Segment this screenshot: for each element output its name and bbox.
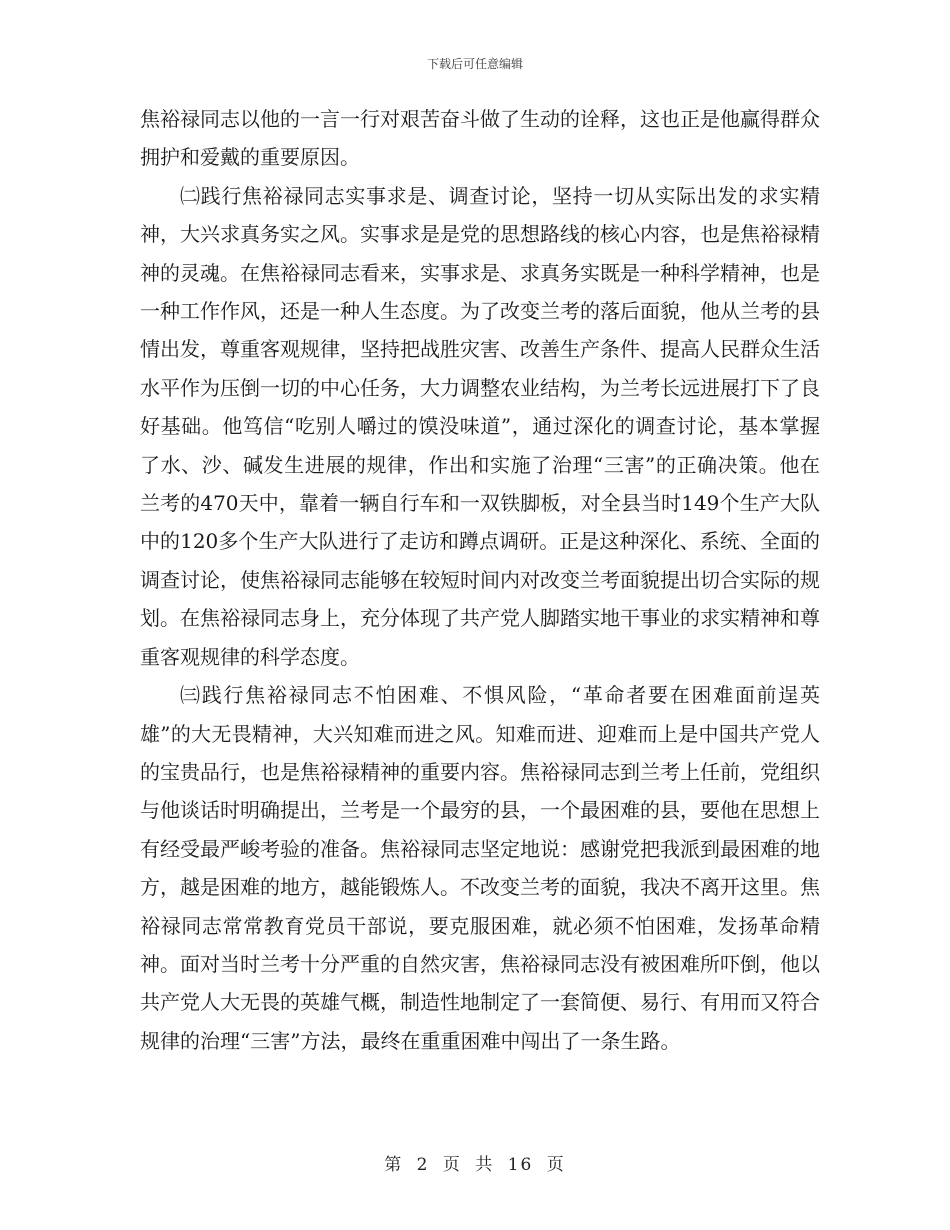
paragraph-section-2: ㈡践行焦裕禄同志实事求是、调查讨论，坚持一切从实际出发的求实精神，大兴求真务实之风。实事求是是党的思想路线的核心内容，也是焦裕禄精神的灵魂。在焦裕禄同志看来，实事求是、求真务实既是一种科学精神，也是一种工作作风，还是一种人生态度。为了改变兰考的落后面貌，他从兰考的县情出发，尊重客观规律，坚持把战胜灾害、改善生产条件、提高人民群众生活水平作为压倒一切的中心任务，大力调整农业结构，为兰考长远进展打下了良好基础。他笃信“吃别人嚼过的馍没味道”，通过深化的调查讨论，基本掌握了水、沙、碱发生进展的规律，作出和实施了治理“三害”的正确决策。他在兰考的470天中，靠着一辆自行车和一双铁脚板，对全县当时149个生产大队中的120多个生产大队进行了走访和蹲点调研。正是这种深化、系统、全面的调查讨论，使焦裕禄同志能够在较短时间内对改变兰考面貌提出切合实际的规划。在焦裕禄同志身上，充分体现了共产党人脚踏实地干事业的求实精神和尊重客观规律的科学态度。 — [140, 183, 820, 669]
page-number-footer: 第 2 页 共 16 页 — [384, 1155, 566, 1175]
page-header: 下载后可任意编辑 — [426, 57, 523, 71]
document-body — [140, 100, 820, 1060]
paragraph-section-3: ㈢践行焦裕禄同志不怕困难、不惧风险，“革命者要在困难面前逞英雄”的大无畏精神，大兴知难而进之风。知难而进、迎难而上是中国共产党人的宝贵品行，也是焦裕禄精神的重要内容。焦裕禄同志到兰考上任前，党组织与他谈话时明确提出，兰考是一个最穷的县，一个最困难的县，要他在思想上有经受最严峻考验的准备。焦裕禄同志坚定地说：感谢党把我派到最困难的地方，越是困难的地方，越能锻炼人。不改变兰考的面貌，我决不离开这里。焦裕禄同志常常教育党员干部说，要克服困难，就必须不怕困难，发扬革命精神。面对当时兰考十分严重的自然灾害，焦裕禄同志没有被困难所吓倒，他以共产党人大无畏的英雄气概，制造性地制定了一套简便、易行、有用而又符合规律的治理“三害”方法，最终在重重困难中闯出了一条生路。 — [140, 683, 820, 1053]
paragraph-continuation: 焦裕禄同志以他的一言一行对艰苦奋斗做了生动的诠释，这也正是他赢得群众拥护和爱戴的重要原因。 — [140, 107, 820, 170]
